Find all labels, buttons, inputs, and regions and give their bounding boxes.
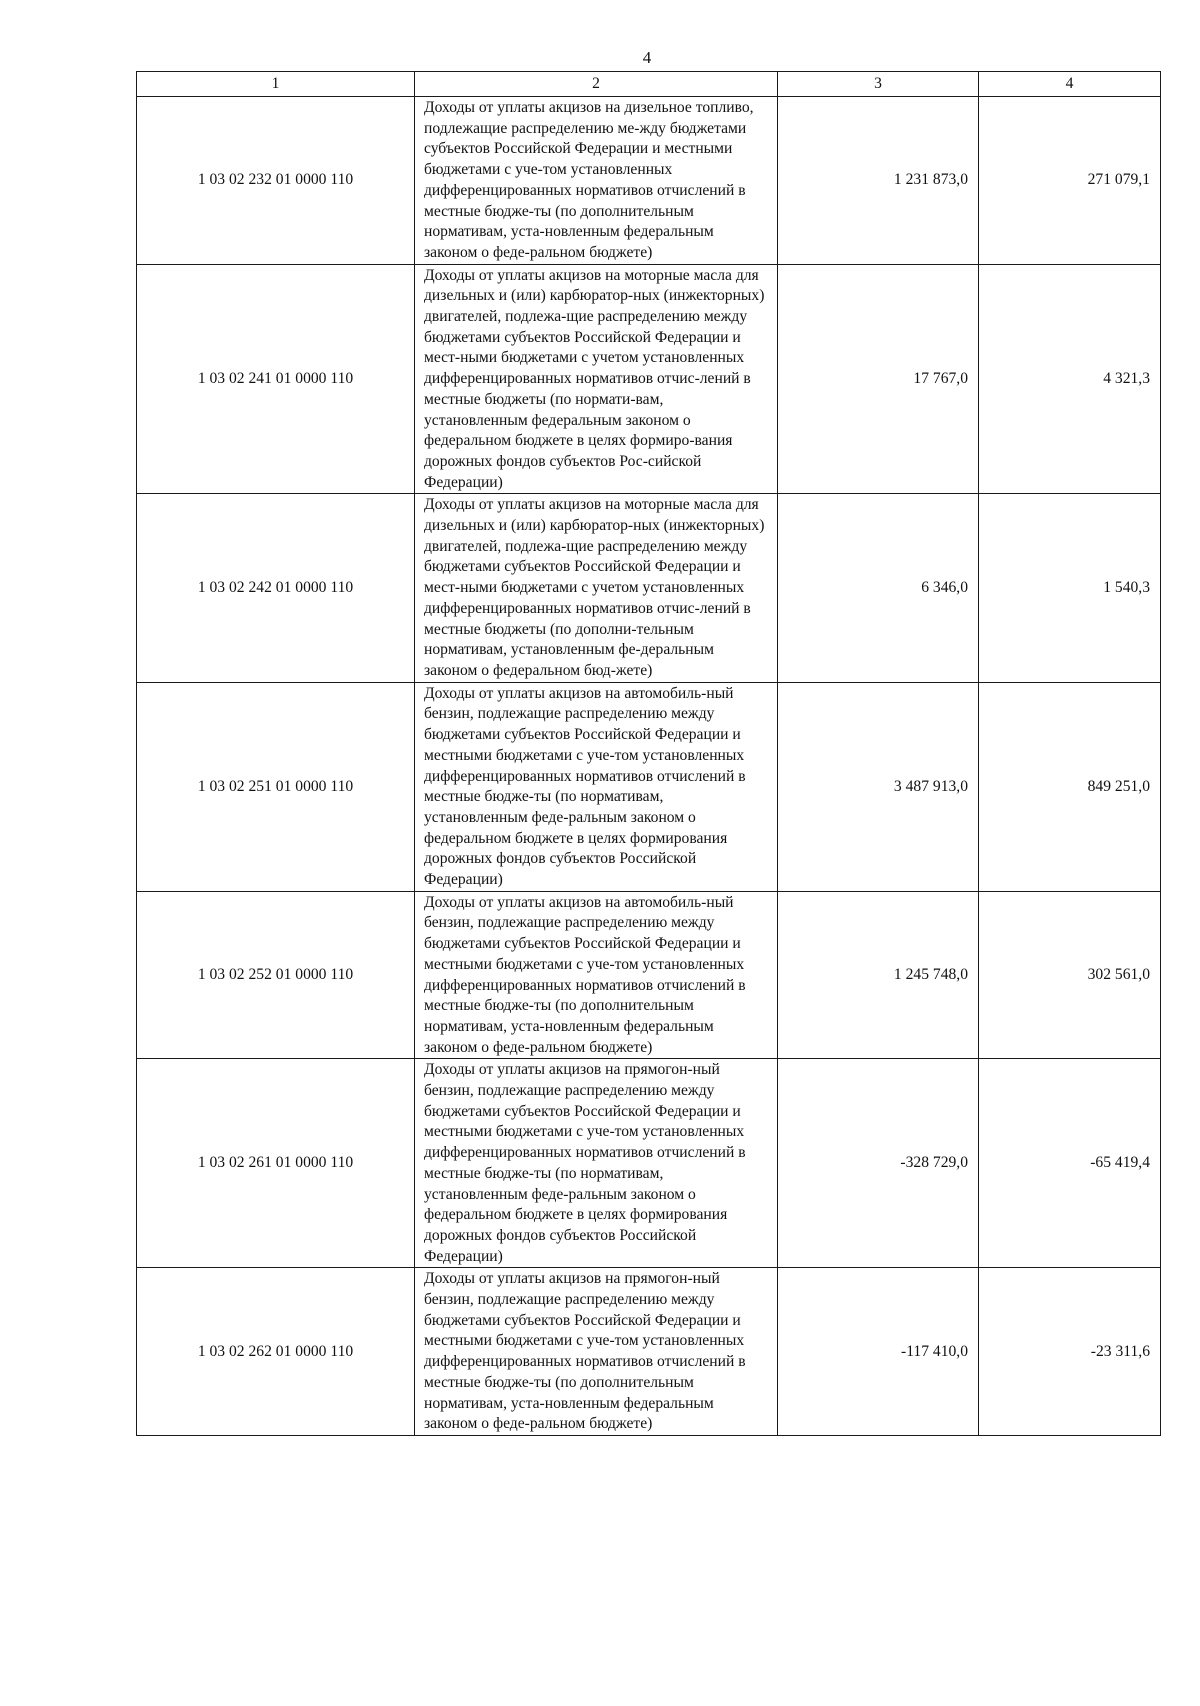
- revenue-description: Доходы от уплаты акцизов на прямогон-ный бензин, подлежащие распределению между бюджетами субъектов Российской Федерации и местными бюджетами с уче-том установленных дифференцированных нормативов отчислений в местные бюдже-ты (по нормативам, установленным феде-ральным законом о федеральном бюджете в целях формирования дорожных фондов субъектов Российской Федерации): [415, 1059, 778, 1268]
- amount-column-4: -65 419,4: [979, 1059, 1161, 1268]
- table-row: [137, 1268, 1161, 1436]
- revenue-table: [136, 71, 1161, 1436]
- amount-column-4: 849 251,0: [979, 682, 1161, 891]
- amount-column-3: 6 346,0: [778, 494, 979, 682]
- table-row: [137, 891, 1161, 1059]
- budget-classification-code: 1 03 02 232 01 0000 110: [137, 97, 415, 265]
- table-row: [137, 264, 1161, 494]
- amount-column-3: 3 487 913,0: [778, 682, 979, 891]
- revenue-description: Доходы от уплаты акцизов на моторные масла для дизельных и (или) карбюратор-ных (инжекторных) двигателей, подлежа-щие распределению между бюджетами субъектов Российской Федерации и мест-ными бюджетами с учетом установленных дифференцированных нормативов отчис-лений в местные бюджеты (по дополни-тельным нормативам, установленным фе-деральным законом о федеральном бюд-жете): [415, 494, 778, 682]
- column-header-2: 2: [415, 72, 778, 97]
- budget-classification-code: 1 03 02 242 01 0000 110: [137, 494, 415, 682]
- column-header-4: 4: [979, 72, 1161, 97]
- column-header-1: 1: [137, 72, 415, 97]
- budget-classification-code: 1 03 02 252 01 0000 110: [137, 891, 415, 1059]
- table-row: [137, 1059, 1161, 1268]
- page-number: 4: [642, 48, 652, 67]
- table-row: [137, 97, 1161, 265]
- table-row: [137, 494, 1161, 682]
- amount-column-4: -23 311,6: [979, 1268, 1161, 1436]
- revenue-description: Доходы от уплаты акцизов на моторные масла для дизельных и (или) карбюратор-ных (инжекторных) двигателей, подлежа-щие распределению между бюджетами субъектов Российской Федерации и мест-ными бюджетами с учетом установленных дифференцированных нормативов отчис-лений в местные бюджеты (по нормати-вам, установленным федеральным законом о федеральном бюджете в целях формиро-вания дорожных фондов субъектов Рос-сийской Федерации): [415, 264, 778, 494]
- budget-classification-code: 1 03 02 251 01 0000 110: [137, 682, 415, 891]
- amount-column-3: 1 245 748,0: [778, 891, 979, 1059]
- amount-column-4: 1 540,3: [979, 494, 1161, 682]
- amount-column-3: -328 729,0: [778, 1059, 979, 1268]
- revenue-description: Доходы от уплаты акцизов на автомобиль-ный бензин, подлежащие распределению между бюджетами субъектов Российской Федерации и местными бюджетами с уче-том установленных дифференцированных нормативов отчислений в местные бюдже-ты (по нормативам, установленным феде-ральным законом о федеральном бюджете в целях формирования дорожных фондов субъектов Российской Федерации): [415, 682, 778, 891]
- revenue-description: Доходы от уплаты акцизов на дизельное топливо, подлежащие распределению ме-жду бюджетами субъектов Российской Федерации и местными бюджетами с уче-том установленных дифференцированных нормативов отчислений в местные бюдже-ты (по дополнительным нормативам, уста-новленным федеральным законом о феде-ральном бюджете): [415, 97, 778, 265]
- budget-classification-code: 1 03 02 262 01 0000 110: [137, 1268, 415, 1436]
- amount-column-3: 1 231 873,0: [778, 97, 979, 265]
- amount-column-4: 4 321,3: [979, 264, 1161, 494]
- revenue-description: Доходы от уплаты акцизов на автомобиль-ный бензин, подлежащие распределению между бюджетами субъектов Российской Федерации и местными бюджетами с уче-том установленных дифференцированных нормативов отчислений в местные бюдже-ты (по дополнительным нормативам, уста-новленным федеральным законом о феде-ральном бюджете): [415, 891, 778, 1059]
- table-row: [137, 682, 1161, 891]
- budget-classification-code: 1 03 02 261 01 0000 110: [137, 1059, 415, 1268]
- amount-column-3: 17 767,0: [778, 264, 979, 494]
- column-header-3: 3: [778, 72, 979, 97]
- budget-classification-code: 1 03 02 241 01 0000 110: [137, 264, 415, 494]
- amount-column-3: -117 410,0: [778, 1268, 979, 1436]
- table-header-row: [137, 72, 1161, 97]
- revenue-description: Доходы от уплаты акцизов на прямогон-ный бензин, подлежащие распределению между бюджетами субъектов Российской Федерации и местными бюджетами с уче-том установленных дифференцированных нормативов отчислений в местные бюдже-ты (по дополнительным нормативам, уста-новленным федеральным законом о феде-ральном бюджете): [415, 1268, 778, 1436]
- amount-column-4: 271 079,1: [979, 97, 1161, 265]
- amount-column-4: 302 561,0: [979, 891, 1161, 1059]
